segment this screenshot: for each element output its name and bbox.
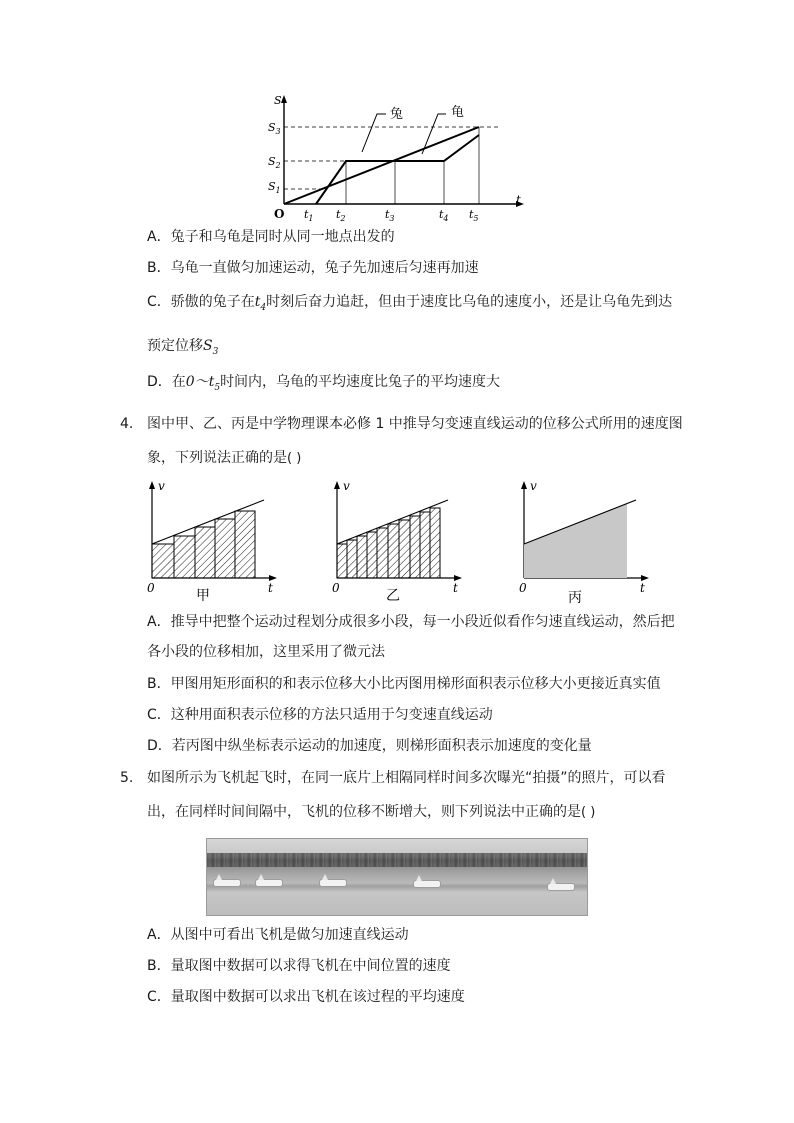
t-axis-label: t bbox=[516, 193, 521, 207]
yi-caption: 乙 bbox=[386, 588, 400, 604]
bing-axis-v: v bbox=[530, 479, 537, 493]
q3-option-d bbox=[147, 372, 500, 398]
t5-tick: $t_5$ bbox=[469, 208, 479, 223]
airplane-multi-exposure-photo bbox=[206, 838, 588, 916]
q4-stem-line1: 图中甲、乙、丙是中学物理课本必修 1 中推导匀变速直线运动的位移公式所用的速度图 bbox=[147, 416, 683, 432]
q3-option-c-part1: C．骄傲的兔子在 bbox=[147, 294, 255, 310]
q3-option-d-part1: D．在 bbox=[147, 374, 186, 390]
treeline bbox=[207, 853, 587, 867]
q3-option-c-part2: 时刻后奋力追赶，但由于速度比乌龟的速度小，还是让乌龟先到达 bbox=[266, 294, 673, 310]
q5-number: 5. bbox=[120, 770, 134, 786]
q3-option-b: B．乌龟一直做匀加速运动，兔子先加速后匀速再加速 bbox=[147, 260, 479, 276]
q5-option-a: A．从图中可看出飞机是做匀加速直线运动 bbox=[147, 927, 409, 943]
q5-stem-line1: 如图所示为飞机起飞时，在同一底片上相隔同样时间多次曝光“拍摄”的照片，可以看 bbox=[147, 770, 666, 786]
q3-option-d-part2: 时间内，乌龟的平均速度比兔子的平均速度大 bbox=[220, 374, 501, 390]
q3-option-a: A．兔子和乌龟是同时从同一地点出发的 bbox=[147, 229, 395, 245]
q3-option-d-sub: 5 bbox=[214, 383, 221, 393]
st-graph bbox=[262, 92, 532, 227]
q3-option-c-sub: 4 bbox=[260, 303, 267, 313]
tortoise-label: 龟 bbox=[451, 105, 465, 120]
yi-axis-t: t bbox=[453, 581, 458, 595]
q4-option-a-line2: 各小段的位移相加，这里采用了微元法 bbox=[147, 644, 385, 660]
yi-origin: 0 bbox=[332, 581, 340, 595]
graph-bing bbox=[519, 479, 649, 606]
t3-tick: $t_3$ bbox=[385, 208, 395, 223]
q5-stem-line2 bbox=[147, 802, 595, 823]
q5-option-b: B．量取图中数据可以求得飞机在中间位置的速度 bbox=[147, 958, 451, 974]
jia-axis-t: t bbox=[268, 581, 273, 595]
tortoise-line bbox=[284, 127, 479, 204]
yi-axis-v: v bbox=[343, 479, 350, 493]
bing-axis-t: t bbox=[640, 581, 645, 595]
graph-jia bbox=[147, 479, 277, 604]
airplane-3 bbox=[319, 879, 347, 887]
jia-axis-v: v bbox=[158, 479, 165, 493]
q3-option-c-line2-sub: 3 bbox=[212, 347, 219, 357]
s2-tick: $S_2$ bbox=[268, 155, 281, 170]
q4-graphs bbox=[140, 478, 660, 608]
q4-stem-line2 bbox=[147, 448, 301, 469]
t4-tick: $t_4$ bbox=[439, 208, 449, 223]
q3-option-c-line2-text: 预定位移 bbox=[147, 338, 203, 354]
q3-option-c-var: t bbox=[254, 294, 261, 310]
q4-option-a-line1: A．推导中把整个运动过程划分成很多小段，每一小段近似看作匀速直线运动，然后把 bbox=[147, 614, 675, 630]
q5-answer-paren: ( ) bbox=[581, 805, 596, 820]
q3-option-d-range: 0～t bbox=[185, 374, 215, 390]
airplane-4 bbox=[413, 880, 441, 888]
q3-option-c-line2 bbox=[147, 336, 218, 362]
airplane-5 bbox=[547, 883, 575, 891]
s1-tick: $S_1$ bbox=[268, 180, 281, 195]
s3-tick: $S_3$ bbox=[268, 121, 281, 136]
jia-caption: 甲 bbox=[196, 588, 210, 604]
q5-stem-text: 出，在同样时间间隔中，飞机的位移不断增大，则下列说法中正确的是 bbox=[147, 804, 581, 820]
rabbit-label: 兔 bbox=[390, 107, 404, 122]
q3-option-c-line2-var: S bbox=[203, 338, 213, 354]
q3-option-c bbox=[147, 292, 672, 318]
q4-stem-text: 象，下列说法正确的是 bbox=[147, 450, 287, 466]
q4-answer-paren: ( ) bbox=[287, 451, 302, 466]
t2-tick: $t_2$ bbox=[336, 208, 346, 223]
q4-number: 4. bbox=[120, 416, 134, 432]
airplane-2 bbox=[255, 879, 283, 887]
q4-option-c: C．这种用面积表示位移的方法只适用于匀变速直线运动 bbox=[147, 707, 493, 723]
bing-caption: 丙 bbox=[568, 590, 582, 606]
q5-option-c: C．量取图中数据可以求出飞机在该过程的平均速度 bbox=[147, 989, 465, 1005]
origin-label: O bbox=[274, 207, 285, 221]
q4-option-b: B．甲图用矩形面积的和表示位移大小比丙图用梯形面积表示位移大小更接近真实值 bbox=[147, 676, 661, 692]
jia-origin: 0 bbox=[147, 581, 155, 595]
s-axis-label: S bbox=[274, 94, 282, 107]
bing-origin: 0 bbox=[519, 581, 527, 595]
q4-option-d: D．若丙图中纵坐标表示运动的加速度，则梯形面积表示加速度的变化量 bbox=[147, 738, 592, 754]
rabbit-line bbox=[316, 135, 479, 204]
t1-tick: $t_1$ bbox=[304, 208, 314, 223]
airplane-1 bbox=[213, 879, 241, 887]
graph-yi bbox=[332, 479, 462, 604]
